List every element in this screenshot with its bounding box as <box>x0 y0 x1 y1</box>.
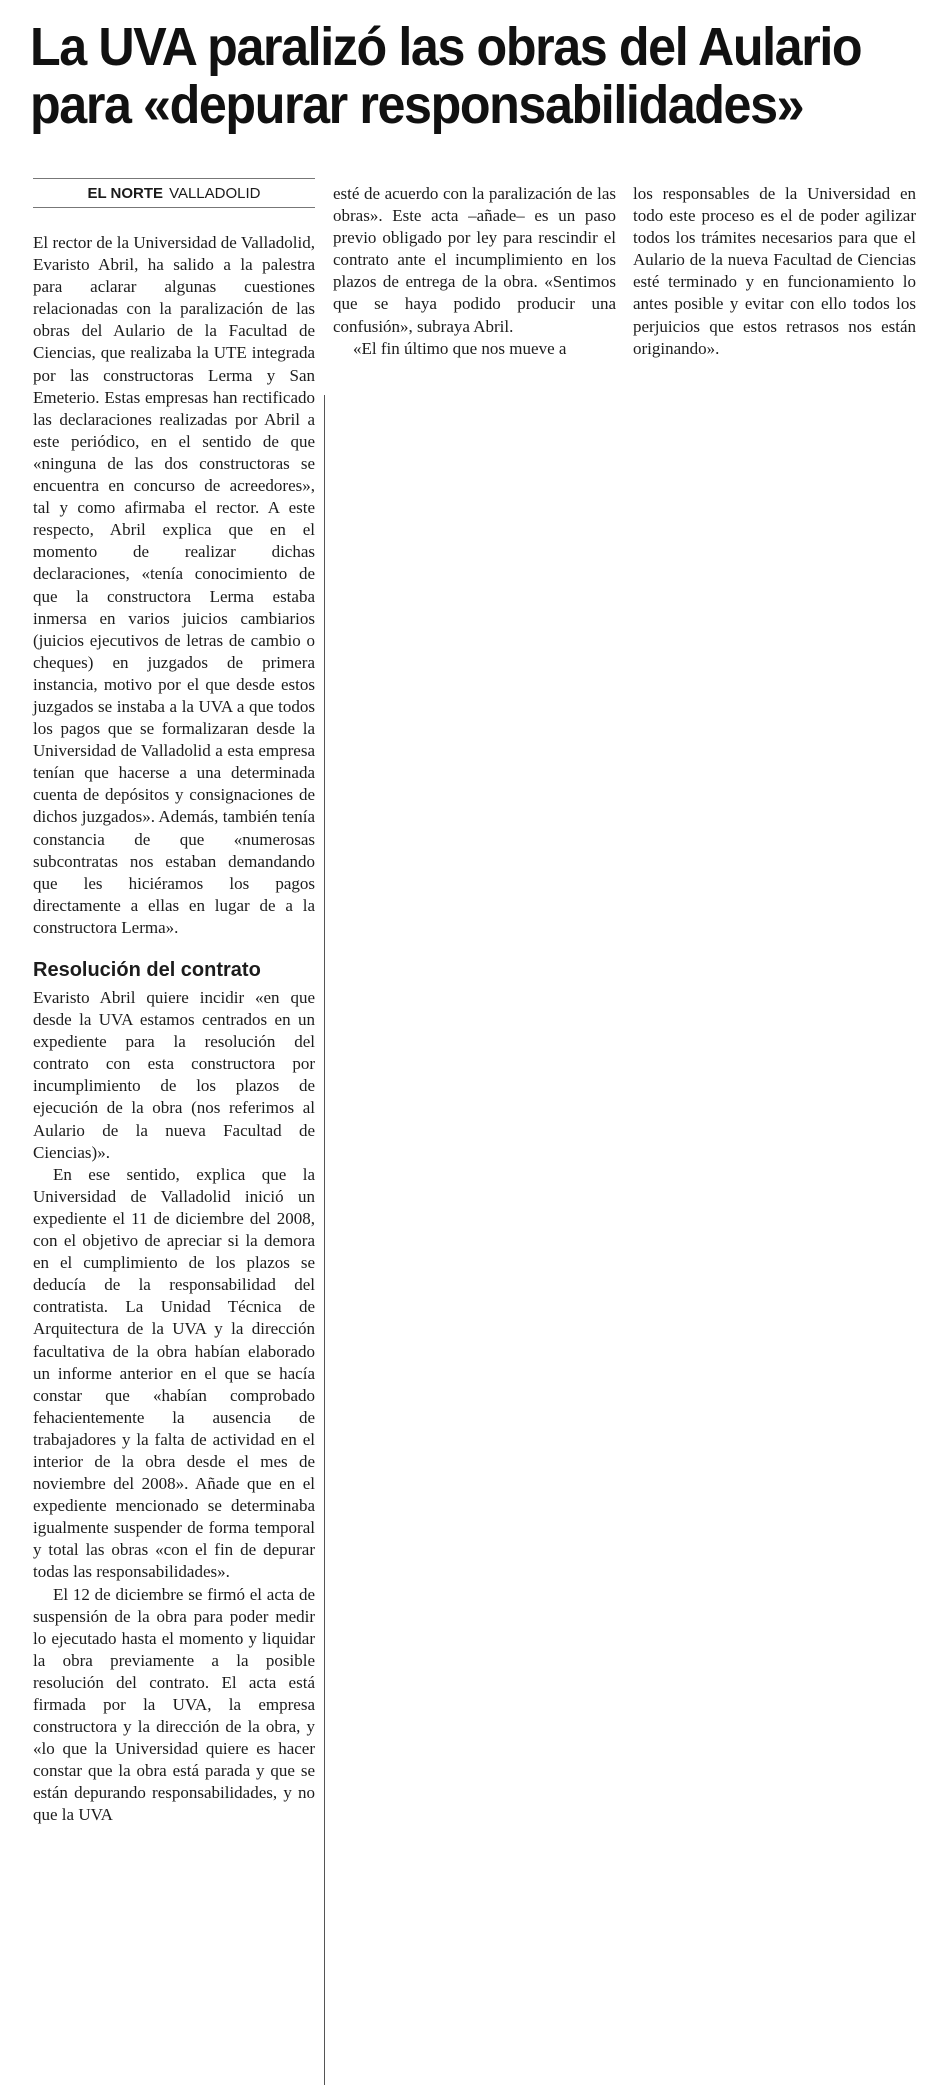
paragraph-col3-1: los responsables de la Universidad en todo este proceso es el de poder agilizar todos los trámites necesarios para que el Aulario de la nueva Facultad de Ciencias esté terminado y en funcionamiento lo antes posible y evitar con ello todos los perjuicios que estos retrasos nos están originando». <box>633 184 916 358</box>
column-3 <box>633 183 916 360</box>
paragraph-col1-4: El 12 de diciembre se firmó el acta de suspensión de la obra para poder medir lo ejecutado hasta el momento y liquidar la obra previamente a la posible resolución del contrato. El acta está firmada por la UVA, la empresa constructora y la dirección de la obra, y «lo que la Universidad quiere es hacer constar que la obra está parada y que se están depurando responsabilidades, y no que la UVA <box>33 1584 315 1825</box>
column-divider <box>324 395 325 2085</box>
headline-line-1: La UVA paralizó las obras del Aulario <box>30 17 862 77</box>
paragraph-col1-3: En ese sentido, explica que la Universidad de Valladolid inició un expediente el 11 de diciembre del 2008, con el objetivo de apreciar si la demora en el cumplimiento de los plazos se deducía de la responsabilidad del contratista. La Unidad Técnica de Arquitectura de la UVA y la dirección facultativa de la obra habían elaborado un informe anterior en el que se hacía constar que «habían comprobado fehacientemente la ausencia de trabajadores y la falta de actividad en el interior de la obra desde el mes de noviembre del 2008». Añade que en el expediente mencionado se determinaba igualmente suspender de forma temporal y total las obras «con el fin de depurar todas las responsabilidades». <box>33 1164 315 1582</box>
byline <box>33 178 315 208</box>
paragraph-col2-2: «El fin último que nos mueve a <box>353 338 567 358</box>
paragraph-col2-1: esté de acuerdo con la paralización de las obras». Este acta –añade– es un paso previo obligado por ley para rescindir el contrato ante el incumplimiento en los plazos de entrega de la obra. «Sentimos que se haya podido producir una confusión», subraya Abril. <box>333 184 616 336</box>
column-1 <box>33 232 315 1827</box>
headline-line-2: para «depurar responsabilidades» <box>30 75 804 136</box>
byline-org: EL NORTE <box>87 184 164 202</box>
column-2 <box>333 183 616 360</box>
paragraph-col1-1: El rector de la Universidad de Valladolid, Evaristo Abril, ha salido a la palestra para aclarar algunas cuestiones relacionadas con la paralización de las obras del Aulario de la Facultad de Ciencias, que realizaba la UTE integrada por las constructoras Lerma y San Emeterio. Estas empresas han rectificado las declaraciones realizadas por Abril a este periódico, en el sentido de que «ninguna de las dos constructoras se encuentra en concurso de acreedores», tal y como afirmaba el rector. A este respecto, Abril explica que en el momento de realizar dichas declaraciones, «tenía conocimiento de que la constructora Lerma estaba inmersa en varios juicios cambiarios (juicios ejecutivos de letras de cambio o cheques) en juzgados de primera instancia, motivo por el que desde estos juzgados se instaba a la UVA a que todos los pagos que se formalizaran desde la Universidad de Valladolid a esta empresa tenían que hacerse a una determinada cuenta de depósitos y consignaciones de dichos juzgados». Además, también tenía constancia de que «numerosas subcontratas nos estaban demandando que les hiciéramos los pagos directamente a ellas en lugar de a la constructora Lerma». <box>33 233 315 937</box>
paragraph-col1-2: Evaristo Abril quiere incidir «en que desde la UVA estamos centrados en un expediente para la resolución del contrato con esta constructora por incumplimiento de los plazos de ejecución de la obra (nos referimos al Aulario de la nueva Facultad de Ciencias)». <box>33 988 315 1162</box>
subheading: Resolución del contrato <box>33 959 261 981</box>
headline <box>30 17 862 136</box>
byline-place: VALLADOLID <box>169 184 261 202</box>
